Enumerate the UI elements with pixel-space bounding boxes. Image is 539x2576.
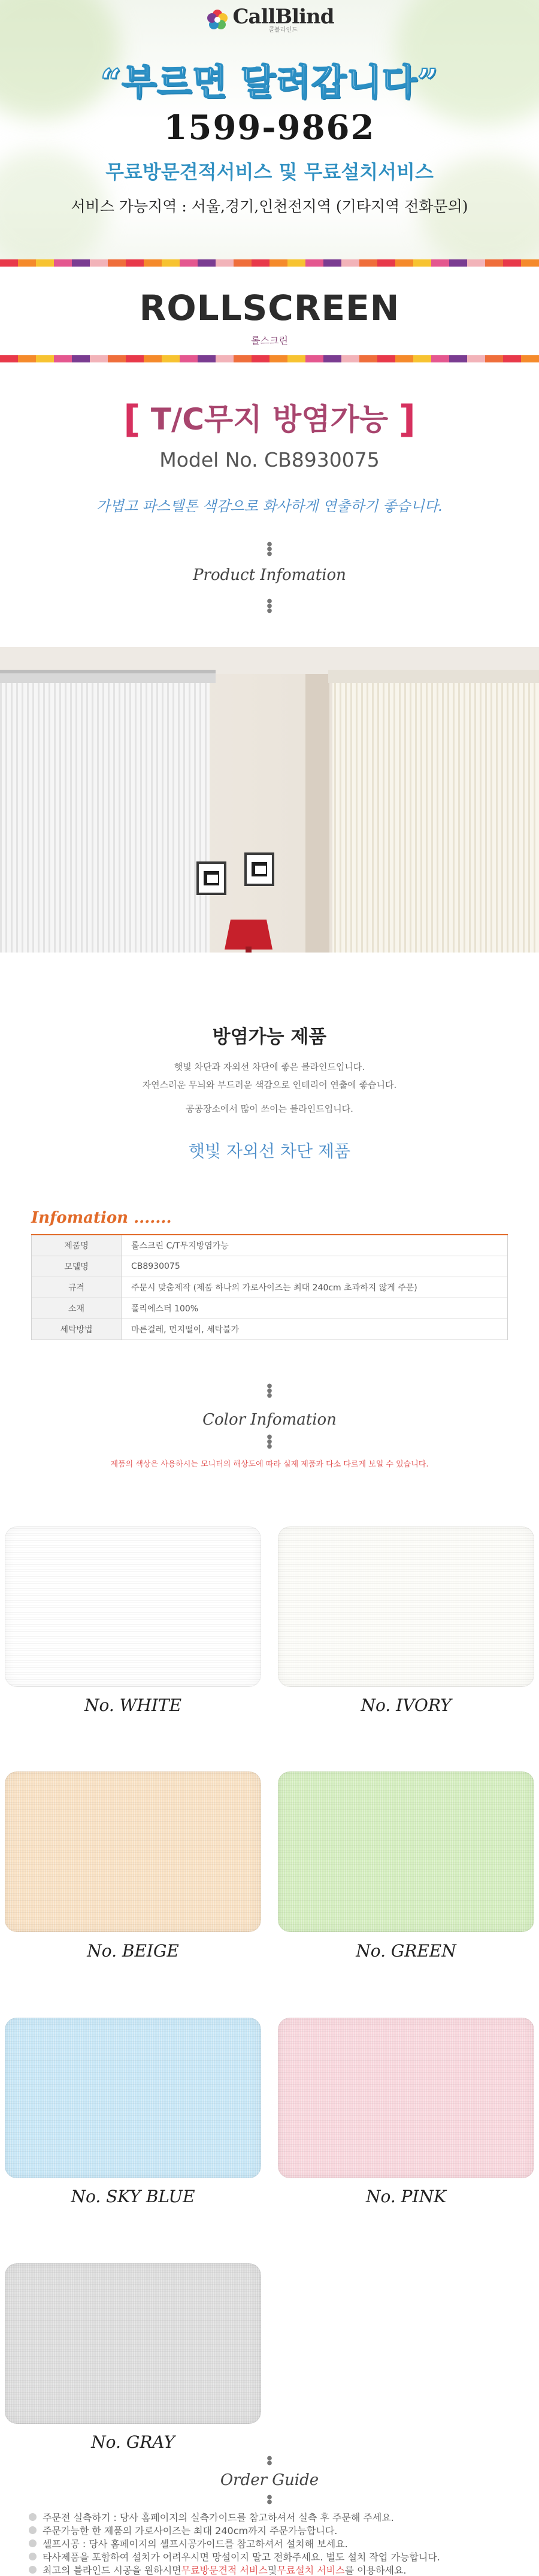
dots-divider: ● ●	[267, 2494, 272, 2505]
spec-key: 제품명	[32, 1235, 122, 1256]
info-label: Infomation .......	[31, 1209, 172, 1227]
spec-key: 소재	[32, 1298, 122, 1319]
bracket-open: [	[123, 397, 141, 441]
spec-value: 폴리에스터 100%	[122, 1298, 508, 1319]
feature-line: 자연스러운 무늬와 부드러운 색감으로 인테리어 연출에 좋습니다.	[142, 1080, 397, 1090]
table-row	[32, 1298, 508, 1319]
rainbow-divider-top	[0, 259, 539, 267]
service-text: 무료방문견적서비스 및 무료설치서비스	[105, 161, 434, 183]
slogan: “부르면 달려갑니다”	[100, 62, 439, 104]
dots-divider: ● ● ●	[267, 598, 272, 614]
hero-banner	[0, 0, 539, 267]
order-guide-item: 타사제품을 포함하여 설치가 어려우시면 망설이지 말고 전화주세요. 별도 설치 작업 가능합니다.	[29, 2550, 520, 2563]
swatch-ivory[interactable]	[278, 1526, 534, 1687]
swatch-sky-blue[interactable]	[5, 2018, 261, 2178]
table-row	[32, 1256, 508, 1277]
spec-value: CB8930075	[122, 1256, 508, 1277]
dots-divider: ● ● ●	[267, 1383, 272, 1399]
bullet-icon	[29, 2513, 37, 2521]
swatch-label: No. PINK	[366, 2187, 446, 2206]
spec-key: 세탁방법	[32, 1319, 122, 1340]
spec-table	[31, 1234, 508, 1340]
spec-key: 규격	[32, 1277, 122, 1298]
brand-subname: 콜블라인드	[268, 27, 298, 34]
product-photo	[0, 647, 539, 953]
order-guide-item: 주문전 실측하기 : 당사 홈페이지의 실측가이드를 참고하셔서 실측 후 주문해 주세요.	[29, 2510, 520, 2524]
dots-divider: ● ● ●	[267, 541, 272, 557]
model-number: Model No. CB8930075	[159, 448, 380, 471]
table-row	[32, 1319, 508, 1340]
feature-line: 햇빛 차단과 자외선 차단에 좋은 블라인드입니다.	[174, 1062, 365, 1072]
spec-value: 마른걸레, 먼지떨이, 세탁불가	[122, 1319, 508, 1340]
order-guide-item: 최고의 블라인드 시공을 원하시면 무료방문견적 서비스 및 무료설치 서비스 를 이용하세요.	[29, 2563, 520, 2576]
feature-line: 공공장소에서 많이 쓰이는 블라인드입니다.	[186, 1103, 353, 1114]
product-name-text: T/C무지 방염가능	[150, 402, 389, 437]
category-subtitle: 롤스크린	[251, 335, 288, 346]
bullet-icon	[29, 2539, 37, 2547]
flower-logo-icon	[205, 8, 229, 32]
bullet-icon	[29, 2526, 37, 2534]
section-color-info: Color Infomation	[202, 1411, 337, 1429]
bullet-icon	[29, 2566, 37, 2574]
section-order-guide: Order Guide	[220, 2471, 319, 2489]
swatch-gray[interactable]	[5, 2263, 261, 2424]
product-tagline: 가볍고 파스텔톤 색감으로 화사하게 연출하기 좋습니다.	[96, 498, 443, 515]
section-product-info: Product Infomation	[193, 566, 346, 584]
swatch-label: No. GREEN	[356, 1941, 456, 1961]
spec-value: 주문시 맞춤제작 (제품 하나의 가로사이즈는 최대 240cm 초과하지 않게 주문)	[122, 1277, 508, 1298]
swatch-green[interactable]	[278, 1771, 534, 1932]
brand-name: CallBlind	[232, 5, 334, 29]
feature-title: 방염가능 제품	[212, 1026, 327, 1048]
service-area: 서비스 가능지역 : 서울,경기,인천전지역 (기타지역 전화문의)	[71, 198, 468, 215]
table-row	[32, 1235, 508, 1256]
dots-divider: ● ●	[267, 2455, 272, 2466]
phone-number[interactable]: 1599-9862	[163, 108, 376, 147]
color-disclaimer: 제품의 색상은 사용하시는 모니터의 해상도에 따라 실제 제품과 다소 다르게 보일 수 있습니다.	[110, 1460, 429, 1469]
free-estimate-link[interactable]: 무료방문견적 서비스	[181, 2565, 268, 2576]
swatch-label: No. WHITE	[84, 1695, 182, 1715]
swatch-label: No. SKY BLUE	[71, 2187, 195, 2206]
swatch-label: No. IVORY	[361, 1695, 452, 1715]
category-title: ROLLSCREEN	[139, 288, 400, 328]
swatch-pink[interactable]	[278, 2018, 534, 2178]
bullet-icon	[29, 2553, 37, 2560]
feature-highlight: 햇빛 자외선 차단 제품	[188, 1141, 351, 1161]
free-install-link[interactable]: 무료설치 서비스	[277, 2565, 345, 2576]
order-guide-item: 주문가능한 한 제품의 가로사이즈는 최대 240cm까지 주문가능합니다.	[29, 2523, 520, 2537]
dots-divider: ● ● ●	[267, 1434, 272, 1450]
rainbow-divider-bottom	[0, 355, 539, 362]
spec-value: 롤스크린 C/T무지방염가능	[122, 1235, 508, 1256]
swatch-label: No. BEIGE	[87, 1941, 179, 1961]
table-row	[32, 1277, 508, 1298]
swatch-white[interactable]	[5, 1526, 261, 1687]
order-guide-item: 셀프시공 : 당사 홈페이지의 셀프시공가이드를 참고하셔서 설치해 보세요.	[29, 2536, 520, 2550]
swatch-beige[interactable]	[5, 1771, 261, 1932]
swatch-label: No. GRAY	[91, 2432, 175, 2452]
product-name	[0, 395, 539, 441]
brand-logo[interactable]	[0, 6, 539, 34]
bracket-close: ]	[398, 397, 416, 441]
spec-key: 모델명	[32, 1256, 122, 1277]
